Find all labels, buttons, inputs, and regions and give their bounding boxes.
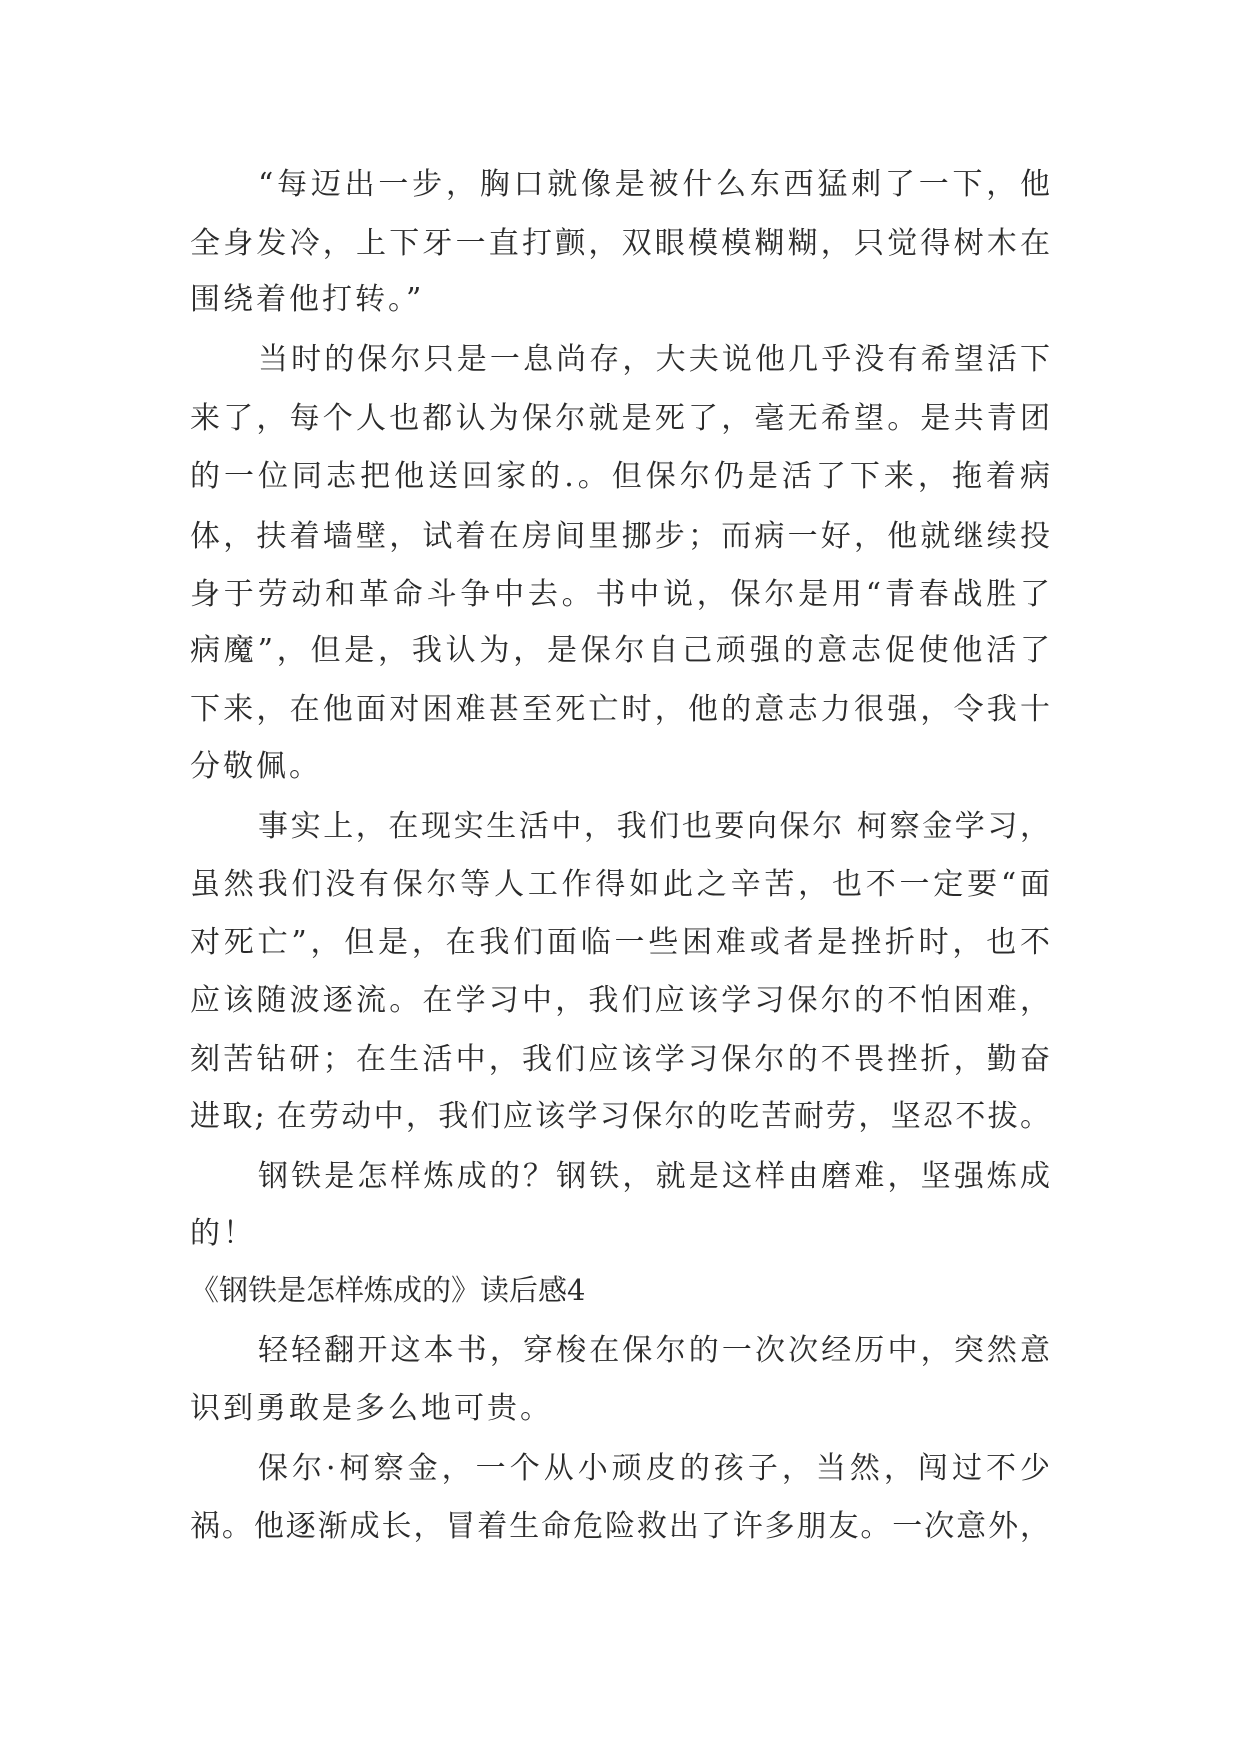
text-line: 当时的保尔只是一息尚存，大夫说他几乎没有希望活下: [258, 342, 1050, 377]
text-line: 围绕着他打转。”: [190, 282, 425, 317]
text-line: 下来，在他面对困难甚至死亡时，他的意志力很强，令我十: [190, 692, 1050, 727]
text-line: 的！: [190, 1216, 256, 1251]
text-line: 虽然我们没有保尔等人工作得如此之辛苦，也不一定要“面: [190, 867, 1050, 902]
text-line: 全身发冷，上下牙一直打颤，双眼模模糊糊，只觉得树木在: [190, 226, 1050, 261]
text-line: 来了，每个人也都认为保尔就是死了，毫无希望。是共青团: [190, 401, 1050, 436]
text-line: 体，扶着墙壁，试着在房间里挪步；而病一好，他就继续投: [190, 519, 1050, 554]
text-line: 事实上，在现实生活中，我们也要向保尔 柯察金学习，: [258, 809, 1050, 844]
section-heading: 《钢铁是怎样炼成的》读后感4: [190, 1273, 586, 1307]
text-line: “每迈出一步，胸口就像是被什么东西猛刺了一下，他: [258, 167, 1050, 202]
text-line: 身于劳动和革命斗争中去。书中说，保尔是用“青春战胜了: [190, 577, 1050, 612]
text-line: 对死亡”，但是，在我们面临一些困难或者是挫折时，也不: [190, 925, 1050, 960]
text-line: 进取; 在劳动中，我们应该学习保尔的吃苦耐劳，坚忍不拔。: [190, 1099, 1050, 1134]
text-line: 应该随波逐流。在学习中，我们应该学习保尔的不怕困难，: [190, 983, 1050, 1018]
text-line: 保尔·柯察金，一个从小顽皮的孩子，当然，闯过不少: [258, 1451, 1050, 1486]
text-line: 识到勇敢是多么地可贵。: [190, 1391, 553, 1426]
text-line: 病魔”，但是，我认为，是保尔自己顽强的意志促使他活了: [190, 633, 1050, 668]
text-line: 轻轻翻开这本书，穿梭在保尔的一次次经历中，突然意: [258, 1333, 1050, 1368]
text-line: 祸。他逐渐成长，冒着生命危险救出了许多朋友。一次意外，: [190, 1509, 1050, 1544]
text-line: 的一位同志把他送回家的.。但保尔仍是活了下来，拖着病: [190, 459, 1050, 494]
text-line: 钢铁是怎样炼成的？钢铁，就是这样由磨难，坚强炼成: [258, 1159, 1050, 1194]
text-line: 刻苦钻研；在生活中，我们应该学习保尔的不畏挫折，勤奋: [190, 1042, 1050, 1077]
text-line: 分敬佩。: [190, 749, 322, 784]
